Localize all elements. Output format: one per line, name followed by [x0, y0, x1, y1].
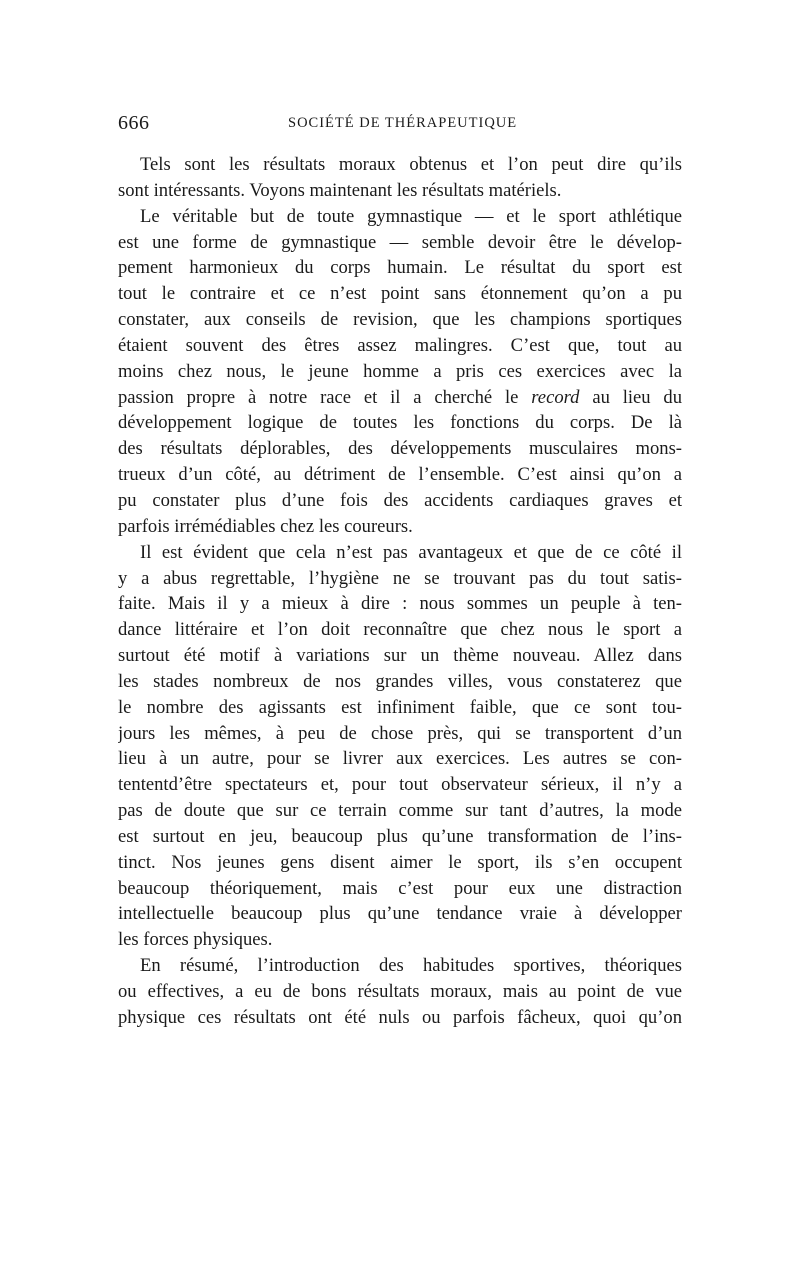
text-line: sont intéressants. Voyons maintenant les résultats matériels.	[118, 179, 562, 201]
text-line: intellectuelle beaucoup plus qu’une tendance vraie à développer	[118, 903, 682, 925]
text-line: y a abus regrettable, l’hygiène ne se trouvant pas du tout satis-	[118, 567, 682, 589]
text-line: dance littéraire et l’on doit reconnaître que chez nous le sport a	[118, 619, 682, 641]
text-line: Tels sont les résultats moraux obtenus et l’on peut dire qu’ils	[140, 154, 682, 175]
text-line: tententd’être spectateurs et, pour tout observateur sérieux, il n’y a	[118, 774, 682, 796]
text-line: est surtout en jeu, beaucoup plus qu’une transformation de l’ins-	[118, 825, 682, 847]
text-segment: passion propre à notre race et il a cherché le	[118, 386, 519, 408]
text-line: parfois irrémédiables chez les coureurs.	[118, 515, 413, 537]
text-line: En résumé, l’introduction des habitudes sportives, théoriques	[140, 955, 682, 977]
text-line: étaient souvent des êtres assez malingres. C’est que, tout au	[118, 334, 682, 356]
italic-word: record	[531, 386, 580, 408]
running-title: SOCIÉTÉ DE THÉRAPEUTIQUE	[288, 115, 518, 131]
text-line: les stades nombreux de nos grandes villes, vous constaterez que	[118, 670, 682, 692]
text-line: pement harmonieux du corps humain. Le résultat du sport est	[118, 257, 682, 279]
page-number: 666	[118, 112, 150, 134]
text-line: pas de doute que sur ce terrain comme sur tant d’autres, la mode	[118, 800, 682, 822]
text-line: constater, aux conseils de revision, que les champions sportiques	[118, 309, 682, 331]
text-line: lieu à un autre, pour se livrer aux exercices. Les autres se con-	[118, 748, 682, 770]
text-line: les forces physiques.	[118, 929, 273, 951]
text-line: trueux d’un côté, au détriment de l’ensemble. C’est ainsi qu’on a	[118, 464, 682, 486]
text-line: beaucoup théoriquement, mais c’est pour eux une distraction	[118, 877, 682, 899]
text-line: pu constater plus d’une fois des accidents cardiaques graves et	[118, 489, 682, 511]
text-line-with-italic	[118, 385, 682, 411]
text-segment: au lieu du	[592, 386, 682, 408]
body-text	[118, 152, 682, 1031]
text-line: Le véritable but de toute gymnastique — et le sport athlétique	[140, 205, 682, 227]
text-line: des résultats déplorables, des développements musculaires mons-	[118, 438, 682, 460]
text-line: développement logique de toutes les fonctions du corps. De là	[118, 412, 682, 434]
text-line: jours les mêmes, à peu de chose près, qui se transportent d’un	[118, 722, 682, 744]
text-line: surtout été motif à variations sur un thème nouveau. Allez dans	[118, 645, 682, 667]
text-line: faite. Mais il y a mieux à dire : nous sommes un peuple à ten-	[118, 593, 682, 615]
text-line: Il est évident que cela n’est pas avantageux et que de ce côté il	[140, 541, 682, 563]
text-line: tout le contraire et ce n’est point sans étonnement qu’on a pu	[118, 283, 682, 305]
text-line: physique ces résultats ont été nuls ou parfois fâcheux, quoi qu’on	[118, 1006, 682, 1028]
page-header	[118, 112, 682, 142]
text-line: est une forme de gymnastique — semble devoir être le dévelop-	[118, 231, 682, 253]
text-line: ou effectives, a eu de bons résultats moraux, mais au point de vue	[118, 981, 682, 1002]
text-line: tinct. Nos jeunes gens disent aimer le sport, ils s’en occupent	[118, 851, 682, 873]
text-line: le nombre des agissants est infiniment faible, que ce sont tou-	[118, 696, 682, 718]
text-line: moins chez nous, le jeune homme a pris ces exercices avec la	[118, 360, 682, 382]
